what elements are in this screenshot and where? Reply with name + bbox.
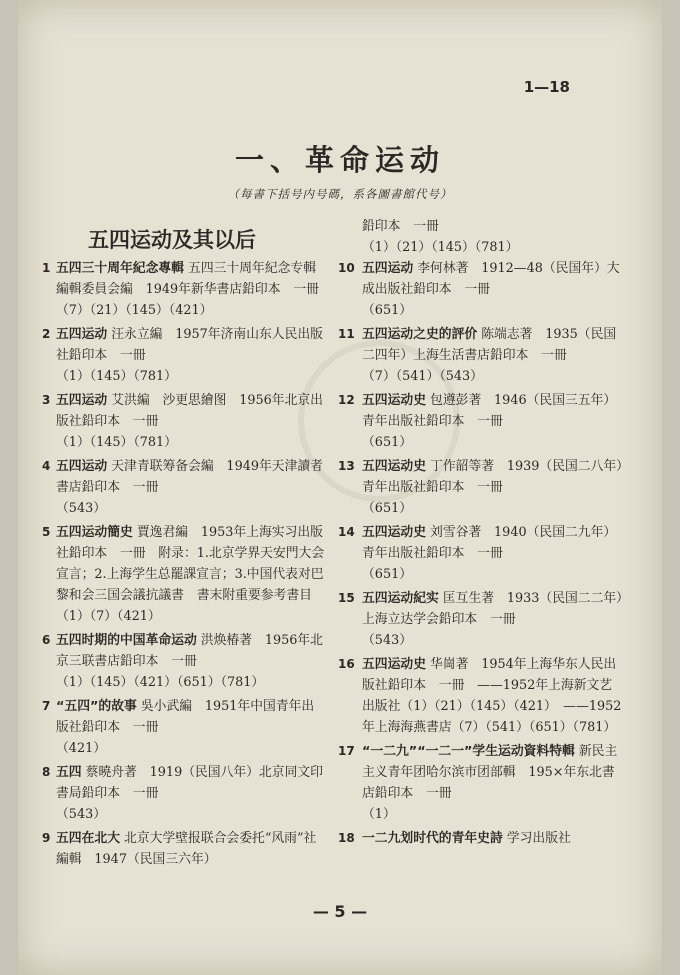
entry-body (360, 828, 624, 849)
entry-description (362, 741, 624, 804)
catalog-entry (338, 654, 624, 738)
entry-description (56, 762, 326, 804)
entry-number: 7 (42, 699, 51, 713)
page-code: 1—18 (523, 78, 570, 96)
entry-publication: 包遵彭著 1946（民国三五年）青年出版社鉛印本 一冊 (362, 393, 617, 429)
entry-publication: 华崗著 1954年上海华东人民出版社鉛印本 一冊 ——1952年上海新文艺出版社（1）（21）（145）（421） ——1952年上海海燕書店（7）（541）（651）（781） (362, 657, 622, 735)
entry-title: 五四运动 (56, 459, 108, 474)
entry-title: 五四运动史 (362, 657, 426, 672)
entry-body (54, 258, 326, 321)
entry-library-codes: （1）（145）（421）（651）（781） (56, 675, 265, 690)
catalog-entry (338, 741, 624, 825)
entry-number: 5 (42, 525, 51, 539)
entry-body (54, 456, 326, 519)
entry-description (362, 390, 624, 432)
entry-title: 五四运动之史的評价 (362, 327, 478, 342)
entry-number: 9 (42, 831, 51, 845)
entry-number: 18 (338, 831, 355, 845)
entry-body (360, 522, 624, 585)
catalog-entry (338, 390, 624, 453)
entry-title: 五四 (56, 765, 82, 780)
entry-publication: 汪永立編 1957年济南山东人民出版社鉛印本 一冊 (56, 327, 323, 363)
left-column (42, 258, 326, 873)
entry-publication: 丁作韶等著 1939（民国二八年）青年出版社鉛印本 一冊 (362, 459, 623, 495)
entry-title: 五四运动 (56, 393, 108, 408)
continued-entry-text: 鉛印本 一冊 (362, 219, 439, 234)
catalog-entry (338, 588, 624, 651)
entry-publication: 蔡曉舟著 1919（民国八年）北京同文印書局鉛印本 一冊 (56, 765, 323, 801)
entry-body (54, 696, 326, 759)
entry-description (56, 630, 326, 672)
entry-number: 11 (338, 327, 355, 341)
entry-library-codes: （1）（7）（421） (56, 609, 161, 624)
entry-description (56, 324, 326, 366)
entry-number: 16 (338, 657, 355, 671)
entry-description (362, 654, 624, 738)
entry-title: 五四运动史 (362, 393, 426, 408)
entry-title: 五四运动 (362, 261, 414, 276)
entry-description (362, 456, 624, 498)
catalog-entry (42, 456, 326, 519)
entry-description (362, 588, 624, 630)
entry-library-codes: （651） (362, 303, 413, 318)
continued-entry-codes: （1）（21）（145）（781） (362, 240, 519, 255)
entry-publication: 洪焕椿著 1956年北京三联書店鉛印本 一冊 (56, 633, 323, 669)
entry-title: “一二九”“一二一”学生运动資料特輯 (362, 744, 575, 759)
entry-number: 14 (338, 525, 355, 539)
entry-library-codes: （543） (362, 633, 413, 648)
section-title: 五四运动及其以后 (88, 227, 256, 252)
catalog-entry (42, 522, 326, 627)
entry-body (54, 324, 326, 387)
entry-title: 五四在北大 (56, 831, 120, 846)
entry-body (360, 258, 624, 321)
entry-number: 1 (42, 261, 51, 275)
entry-library-codes: （421） (56, 741, 107, 756)
entry-publication: 李何林著 1912—48（民国年）大成出版社鉛印本 一冊 (362, 261, 620, 297)
entry-number: 2 (42, 327, 51, 341)
entry-title: 一二九划时代的青年史詩 (362, 831, 503, 846)
catalog-entry (42, 762, 326, 825)
catalog-entry (42, 828, 326, 870)
entry-description (56, 828, 326, 870)
entry-publication: 天津青联筹备会編 1949年天津讀者書店鉛印本 一冊 (56, 459, 323, 495)
entry-publication: 吳小武編 1951年中国青年出版社鉛印本 一冊 (56, 699, 315, 735)
entry-description (362, 258, 624, 300)
entry-description (56, 456, 326, 498)
entry-library-codes: （651） (362, 501, 413, 516)
entry-number: 8 (42, 765, 51, 779)
entry-number: 3 (42, 393, 51, 407)
catalog-entry (42, 696, 326, 759)
entry-library-codes: （1）（145）（781） (56, 435, 177, 450)
entry-library-codes: （1） (362, 807, 396, 822)
catalog-entry (338, 522, 624, 585)
entry-description (56, 258, 326, 300)
entry-library-codes: （651） (362, 567, 413, 582)
entry-body (54, 630, 326, 693)
entry-publication: 新民主主义青年团哈尔滨市团部輯 195×年东北書店鉛印本 一冊 (362, 744, 618, 801)
catalog-entry (42, 258, 326, 321)
entry-publication: 刘雪谷著 1940（民国二九年）青年出版社鉛印本 一冊 (362, 525, 617, 561)
catalog-entry (338, 828, 624, 849)
entry-publication: 学习出版社 (502, 831, 571, 846)
entry-number: 17 (338, 744, 355, 758)
catalog-entry (338, 324, 624, 387)
entry-body (360, 456, 624, 519)
entry-number: 4 (42, 459, 51, 473)
entry-title: “五四”的故事 (56, 699, 137, 714)
catalog-entry (338, 258, 624, 321)
entry-body (360, 390, 624, 453)
entry-title: 五四时期的中国革命运动 (56, 633, 197, 648)
entry-description (362, 522, 624, 564)
continued-entry (338, 216, 624, 258)
entry-description (56, 522, 326, 606)
entry-body (54, 762, 326, 825)
entry-publication: 賈逸君編 1953年上海实习出版社鉛印本 一冊 附录：1.北京学界天安門大会宣言；2.上海学生总罷課宣言；3.中国代表对巴黎和会三国会議抗議書 書末附重要参考書目 (56, 525, 325, 603)
entry-title: 五四运动紀实 (362, 591, 439, 606)
entry-description (362, 324, 624, 366)
entry-number: 10 (338, 261, 355, 275)
entry-description (362, 828, 624, 849)
catalog-entry (338, 456, 624, 519)
entry-body (54, 828, 326, 870)
entry-body (54, 390, 326, 453)
entry-library-codes: （7）（21）（145）（421） (56, 303, 213, 318)
page-number: — 5 — (312, 902, 368, 921)
entry-title: 五四三十周年紀念專輯 (56, 261, 184, 276)
entry-library-codes: （1）（145）（781） (56, 369, 177, 384)
entry-body (54, 522, 326, 627)
catalog-page (18, 0, 662, 975)
entry-description (56, 696, 326, 738)
entry-publication: 北京大学壁报联合会委托“风雨”社編輯 1947（民国三六年） (56, 831, 317, 867)
entry-library-codes: （7）（541）（543） (362, 369, 483, 384)
entry-title: 五四运动史 (362, 525, 426, 540)
entry-number: 6 (42, 633, 51, 647)
entry-title: 五四运动簡史 (56, 525, 133, 540)
catalog-entry (42, 630, 326, 693)
chapter-note: （每書下括号内号碼，系各圖書館代号） (227, 187, 453, 201)
entry-number: 13 (338, 459, 355, 473)
entry-body (360, 588, 624, 651)
entry-description (56, 390, 326, 432)
entry-publication: 陈端志著 1935（民国二四年）上海生活書店鉛印本 一冊 (362, 327, 617, 363)
entry-library-codes: （651） (362, 435, 413, 450)
entry-number: 12 (338, 393, 355, 407)
entry-title: 五四运动 (56, 327, 108, 342)
catalog-entry (42, 324, 326, 387)
chapter-title: 一、革命运动 (234, 143, 445, 177)
catalog-entry (42, 390, 326, 453)
right-column (338, 216, 624, 852)
entry-library-codes: （543） (56, 501, 107, 516)
entry-library-codes: （543） (56, 807, 107, 822)
entry-number: 15 (338, 591, 355, 605)
entry-body (360, 324, 624, 387)
entry-publication: 五四三十周年紀念专輯編輯委員会編 1949年新华書店鉛印本 一冊 (56, 261, 319, 297)
entry-publication: 匡互生著 1933（民国二二年）上海立达学会鉛印本 一冊 (362, 591, 623, 627)
entry-body (360, 741, 624, 825)
entry-title: 五四运动史 (362, 459, 426, 474)
entry-publication: 艾洪編 沙更思繪图 1956年北京出版社鉛印本 一冊 (56, 393, 323, 429)
entry-body (360, 654, 624, 738)
